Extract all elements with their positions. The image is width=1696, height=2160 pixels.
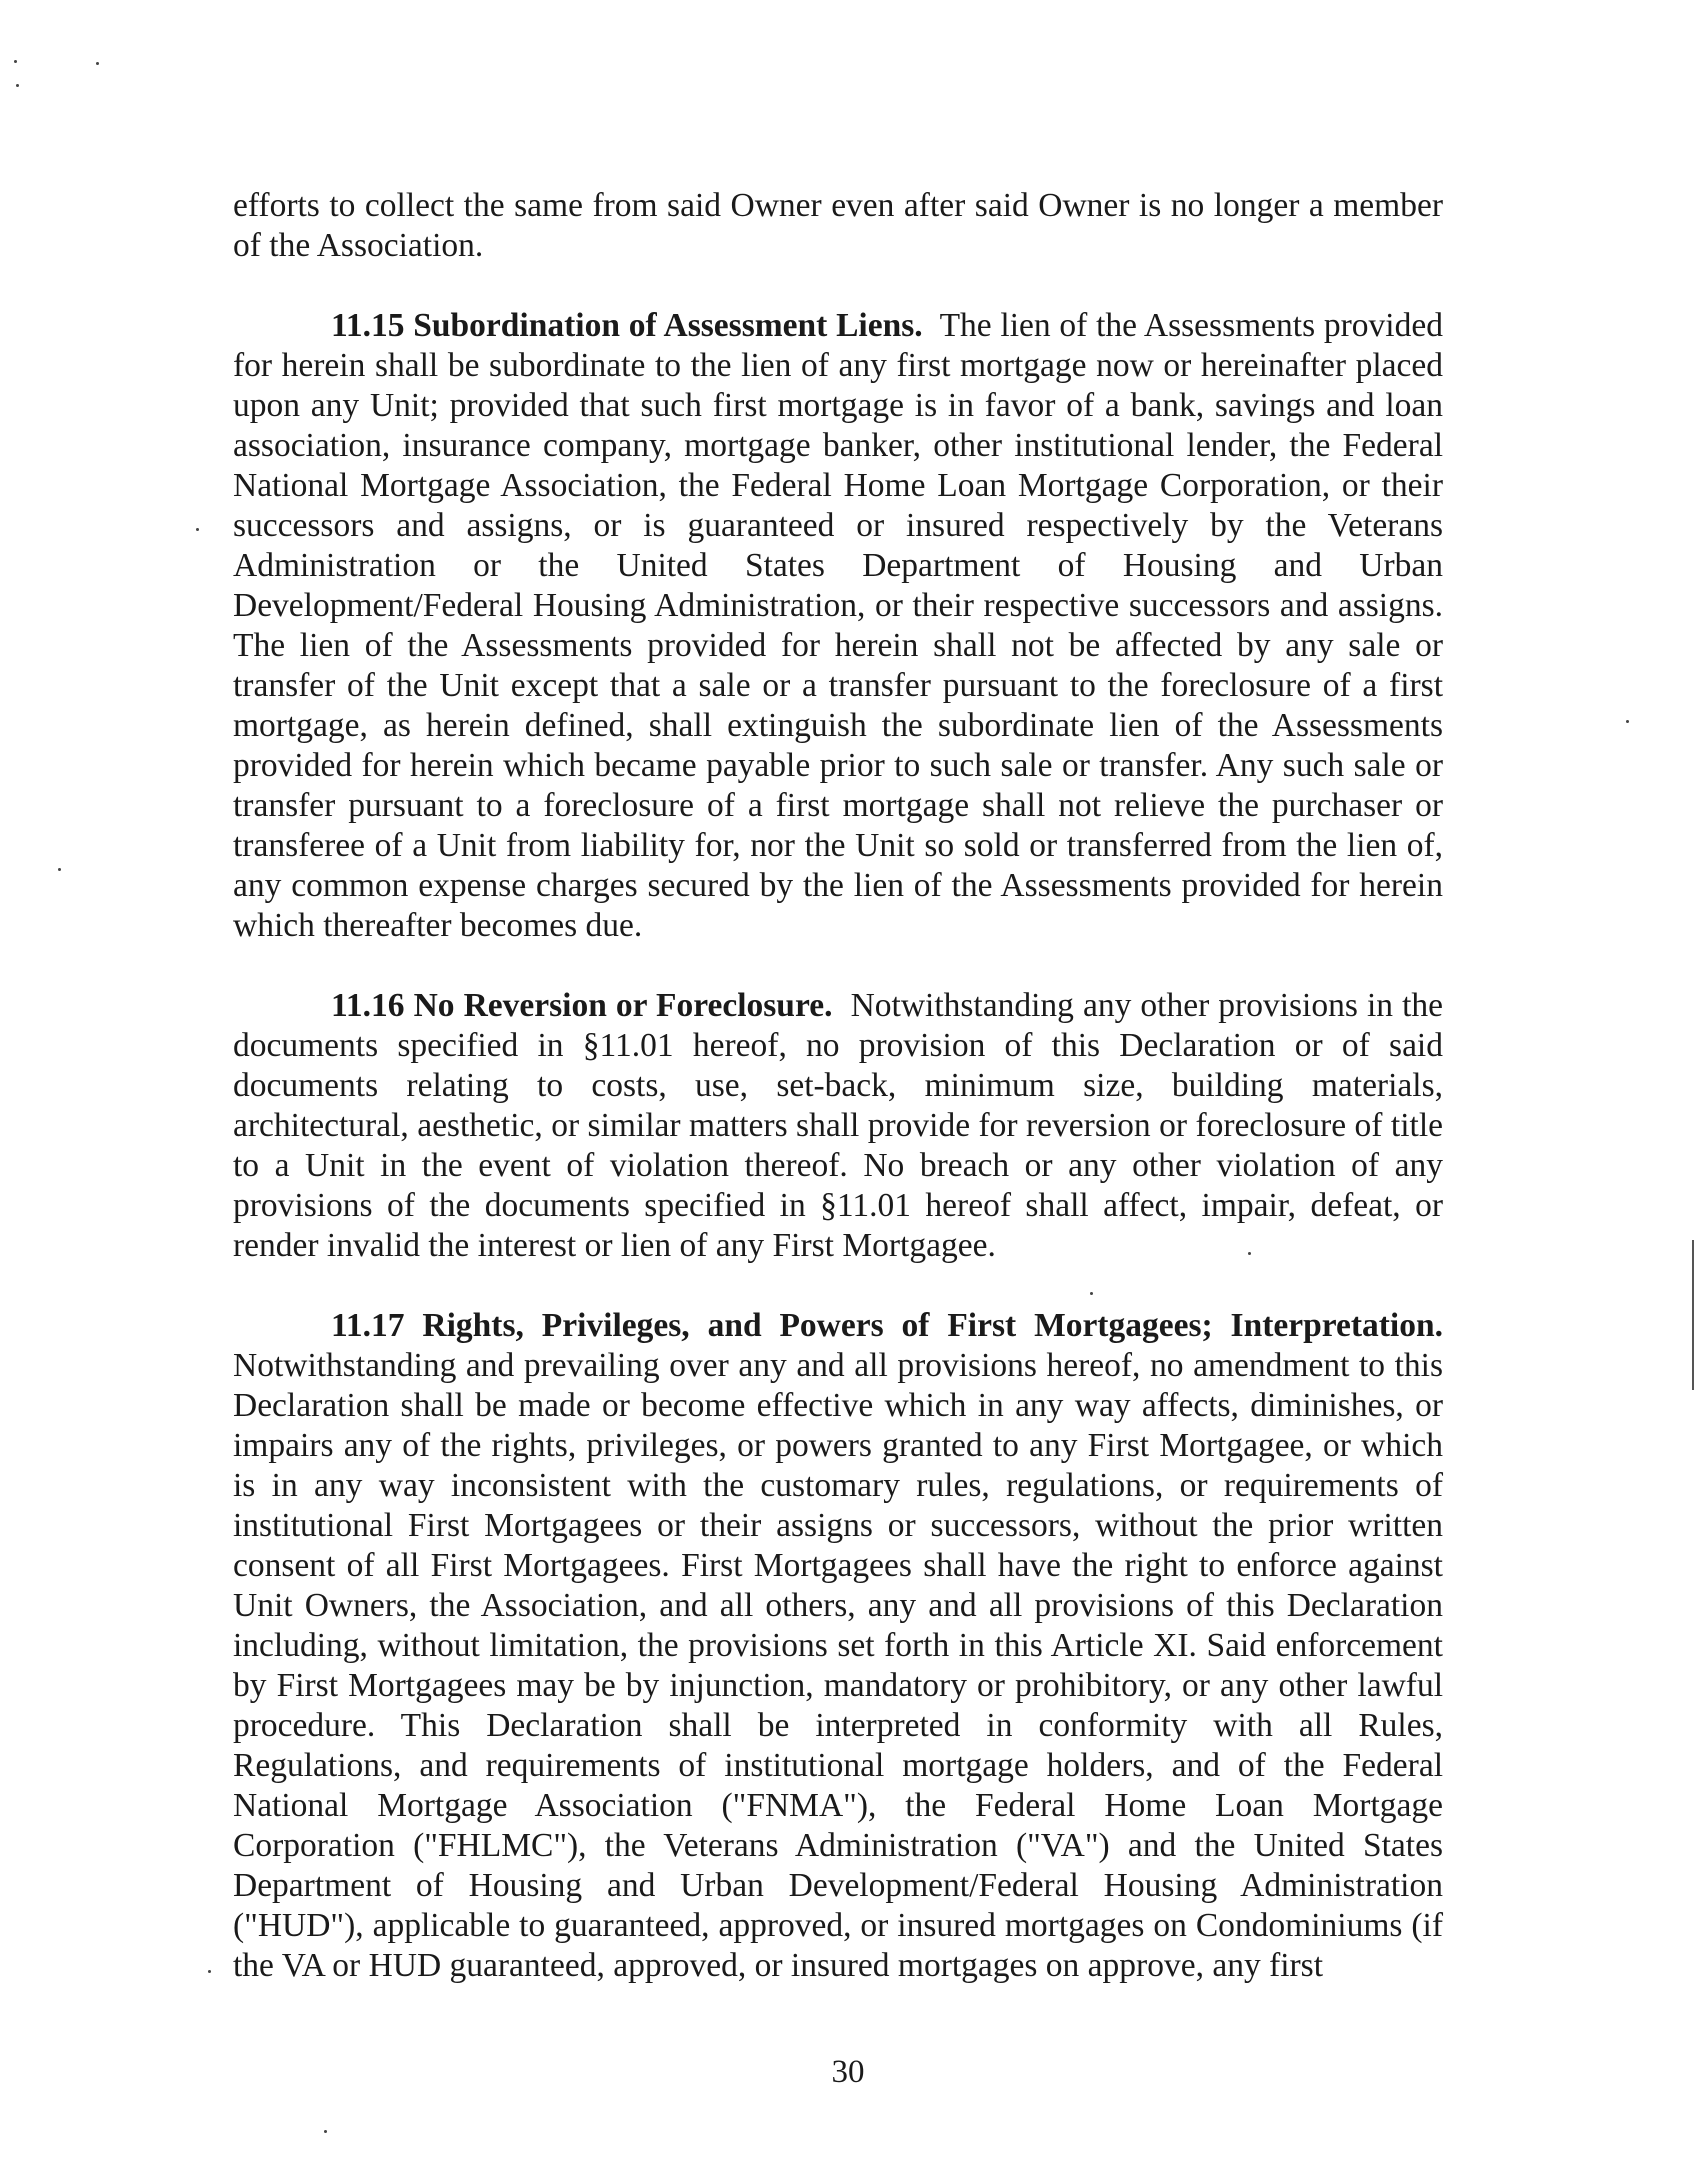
scan-speck — [14, 60, 17, 63]
scan-speck — [96, 62, 99, 65]
paragraph-continuation — [233, 186, 1443, 266]
section-heading: 11.15 Subordination of Assessment Liens. — [331, 307, 923, 344]
section-11-16 — [233, 986, 1443, 1266]
scan-speck — [196, 528, 199, 531]
scan-speck — [208, 1970, 211, 1973]
section-11-17 — [233, 1306, 1443, 1986]
section-11-15 — [233, 306, 1443, 946]
section-heading: 11.16 No Reversion or Foreclosure. — [331, 987, 833, 1024]
scan-speck — [324, 2130, 327, 2133]
paragraph-text: efforts to collect the same from said Owner even after said Owner is no longer a member of the Association. — [233, 187, 1443, 264]
section-text: Notwithstanding any other provisions in the documents specified in §11.01 hereof, no provision of this Declaration or of said documents relating to costs, use, set-back, minimum size, building materials, architectural, aesthetic, or similar matters shall provide for reversion or foreclosure of title to a Unit in the event of violation thereof. No breach or any other violation of any provisions of the documents specified in §11.01 hereof shall affect, impair, defeat, or render invalid the interest or lien of any First Mortgagee. — [233, 987, 1443, 1264]
page-number: 30 — [831, 2054, 865, 2090]
scan-speck — [1626, 720, 1629, 723]
section-heading: 11.17 Rights, Privileges, and Powers of First Mortgagees; Interpretation. — [331, 1307, 1443, 1344]
document-body — [233, 186, 1443, 1986]
scan-speck — [1248, 1252, 1251, 1255]
section-text: The lien of the Assessments provided for herein shall be subordinate to the lien of any first mortgage now or hereinafter placed upon any Unit; provided that such first mortgage is in favor of a bank, savings and loan association, insurance company, mortgage banker, other institutional lender, the Federal National Mortgage Association, the Federal Home Loan Mortgage Corporation, or their successors and assigns, or is guaranteed or insured respectively by the Veterans Administration or the United States Department of Housing and Urban Development/Federal Housing Administration, or their respective successors and assigns. The lien of the Assessments provided for herein shall not be affected by any sale or transfer of the Unit except that a sale or a transfer pursuant to the foreclosure of a first mortgage, as herein defined, shall extinguish the subordinate lien of the Assessments provided for herein which became payable prior to such sale or transfer. Any such sale or transfer pursuant to a foreclosure of a first mortgage shall not relieve the purchaser or transferee of a Unit from liability for, nor the Unit so sold or transferred from the lien of, any common expense charges secured by the lien of the Assessments provided for herein which thereafter becomes due. — [233, 307, 1443, 944]
scan-edge-line — [1692, 1240, 1694, 1390]
scan-speck — [58, 868, 61, 871]
scan-speck — [1090, 1292, 1093, 1295]
section-text: Notwithstanding and prevailing over any and all provisions hereof, no amendment to this Declaration shall be made or become effective which in any way affects, diminishes, or impairs any of the rights, privileges, or powers granted to any First Mortgagee, or which is in any way inconsistent with the customary rules, regulations, or requirements of institutional First Mortgagees or their assigns or successors, without the prior written consent of all First Mortgagees. First Mortgagees shall have the right to enforce against Unit Owners, the Association, and all others, any and all provisions of this Declaration including, without limitation, the provisions set forth in this Article XI. Said enforcement by First Mortgagees may be by injunction, mandatory or prohibitory, or any other lawful procedure. This Declaration shall be interpreted in conformity with all Rules, Regulations, and requirements of institutional mortgage holders, and of the Federal National Mortgage Association ("FNMA"), the Federal Home Loan Mortgage Corporation ("FHLMC"), the Veterans Administration ("VA") and the United States Department of Housing and Urban Development/Federal Housing Administration ("HUD"), applicable to guaranteed, approved, or insured mortgages on Condominiums (if the VA or HUD guaranteed, approved, or insured mortgages on approve, any first — [233, 1347, 1443, 1984]
scan-speck — [16, 84, 19, 87]
